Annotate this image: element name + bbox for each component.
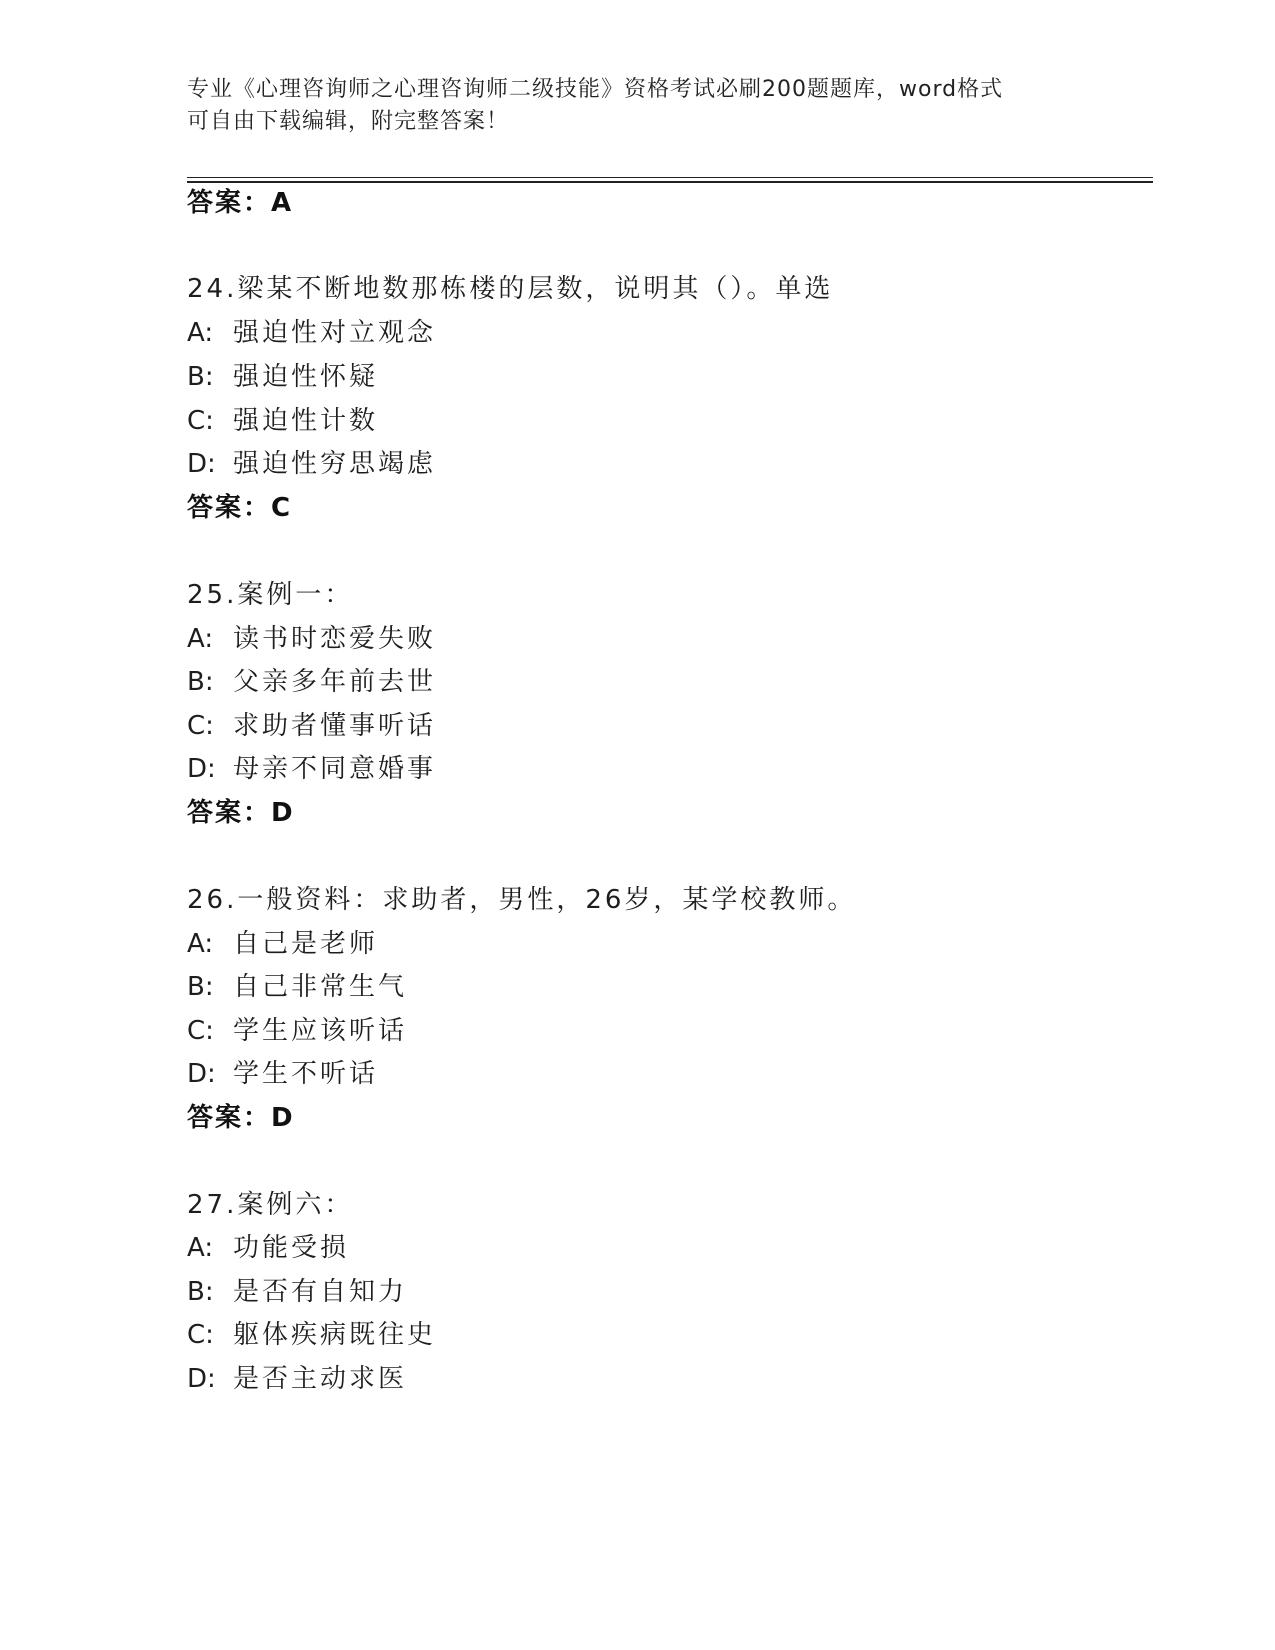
option-letter: D: (187, 754, 216, 784)
header-title-line-2: 可自由下载编辑，附完整答案！ (187, 109, 510, 134)
option-d (187, 1362, 407, 1396)
header-divider-thick (187, 181, 1153, 183)
option-letter: D: (187, 449, 216, 479)
option-text: 学生应该听话 (233, 1016, 408, 1046)
option-c (187, 1014, 407, 1048)
option-a (187, 927, 378, 961)
option-text: 父亲多年前去世 (233, 667, 437, 697)
question-stem-25: 25.案例一： (187, 580, 354, 610)
option-letter: B: (187, 362, 214, 392)
question-stem-26: 26.一般资料：求助者，男性，26岁，某学校教师。 (187, 885, 857, 915)
option-d (187, 1057, 378, 1091)
answer-label: 答案：A (187, 188, 294, 218)
option-text: 强迫性穷思竭虑 (233, 449, 437, 479)
option-c (187, 709, 436, 743)
option-text: 自己非常生气 (233, 972, 408, 1002)
option-text: 母亲不同意婚事 (233, 754, 437, 784)
option-text: 学生不听话 (233, 1059, 379, 1089)
option-b (187, 665, 436, 699)
question-stem-24: 24.梁某不断地数那栋楼的层数，说明其（）。单选 (187, 274, 834, 304)
option-text: 是否有自知力 (233, 1277, 408, 1307)
header-title-line-1: 专业《心理咨询师之心理咨询师二级技能》资格考试必刷200题题库，word格式 (187, 77, 1004, 102)
option-a (187, 316, 436, 350)
option-letter: B: (187, 667, 214, 697)
option-b (187, 1275, 407, 1309)
option-letter: C: (187, 1320, 214, 1350)
answer-label: 答案：D (187, 1103, 295, 1133)
option-text: 强迫性怀疑 (233, 362, 379, 392)
option-letter: A: (187, 624, 214, 654)
answer-label: 答案：D (187, 798, 295, 828)
option-letter: D: (187, 1364, 216, 1394)
option-letter: A: (187, 929, 214, 959)
option-letter: C: (187, 406, 214, 436)
header-divider-thin (187, 177, 1153, 178)
option-a (187, 622, 436, 656)
document-header (187, 74, 1087, 138)
option-c (187, 404, 378, 438)
option-letter: A: (187, 318, 214, 348)
option-text: 求助者懂事听话 (233, 711, 437, 741)
option-d (187, 752, 436, 786)
option-text: 自己是老师 (233, 929, 379, 959)
option-letter: C: (187, 1016, 214, 1046)
option-text: 躯体疾病既往史 (233, 1320, 437, 1350)
option-a (187, 1231, 349, 1265)
option-text: 功能受损 (233, 1233, 350, 1263)
option-text: 读书时恋爱失败 (233, 624, 437, 654)
option-letter: B: (187, 972, 214, 1002)
option-text: 强迫性计数 (233, 406, 379, 436)
question-stem-27: 27.案例六： (187, 1190, 354, 1220)
option-letter: B: (187, 1277, 214, 1307)
option-b (187, 970, 407, 1004)
option-letter: A: (187, 1233, 214, 1263)
option-d (187, 447, 436, 481)
answer-label: 答案：C (187, 493, 293, 523)
option-b (187, 360, 378, 394)
option-letter: D: (187, 1059, 216, 1089)
option-c (187, 1318, 436, 1352)
option-text: 强迫性对立观念 (233, 318, 437, 348)
option-text: 是否主动求医 (233, 1364, 408, 1394)
option-letter: C: (187, 711, 214, 741)
